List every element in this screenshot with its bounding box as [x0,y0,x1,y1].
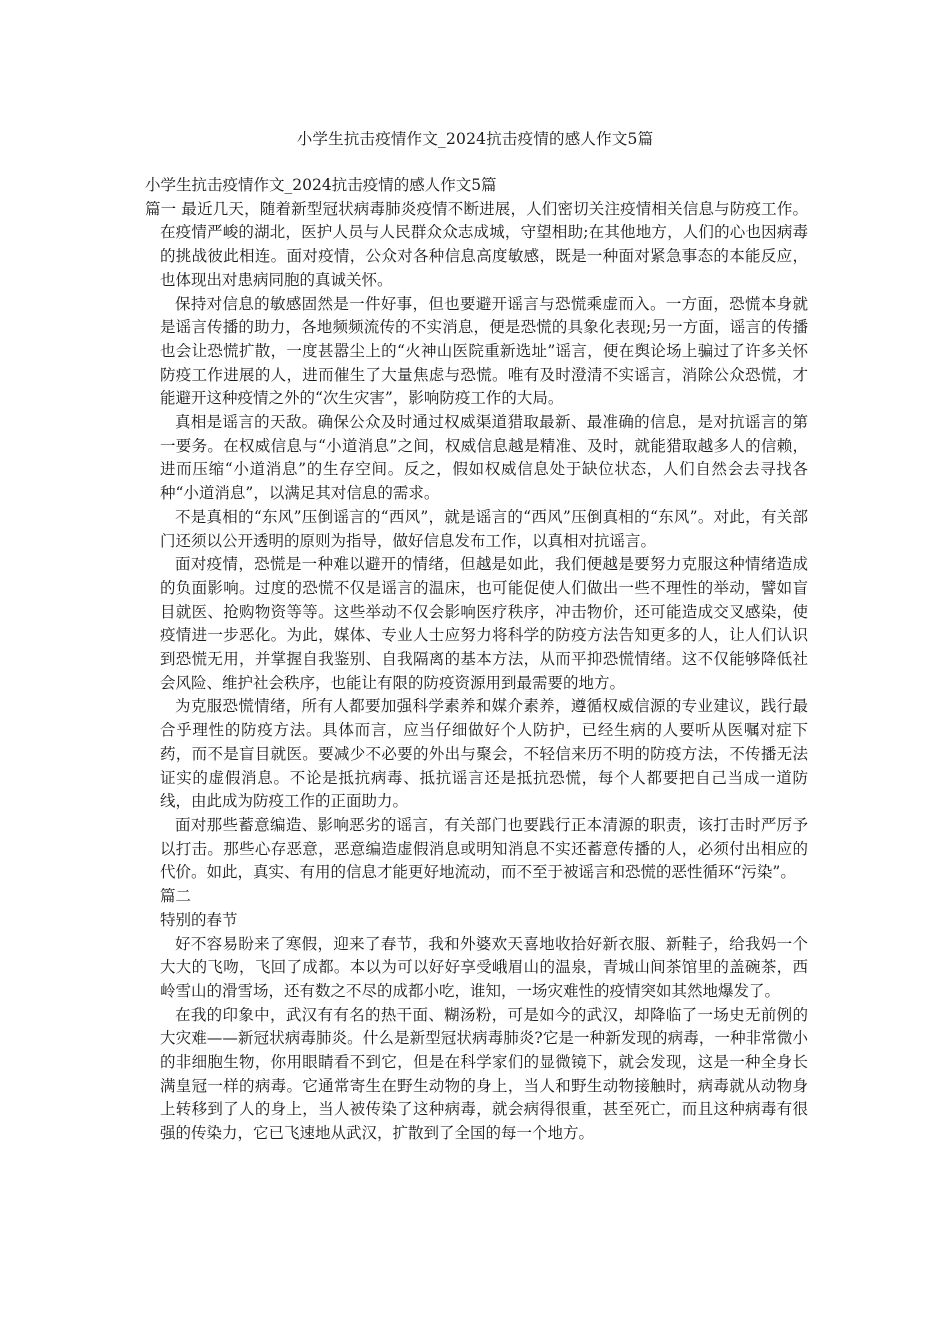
document-body [145,174,808,1146]
essay1-paragraph: 不是真相的“东风”压倒谣言的“西风”，就是谣言的“西风”压倒真相的“东风”。对此，有关部门还须以公开透明的原则为指导，做好信息发布工作，以真相对抗谣言。 [160,507,808,550]
essay1-lead-paragraph: 篇一 最近几天，随着新型冠状病毒肺炎疫情不断进展，人们密切关注疫情相关信息与防疫工作。在疫情严峻的湖北，医护人员与人民群众众志成城，守望相助;在其他地方，人们的心也因病毒的挑战彼此相连。面对疫情，公众对各种信息高度敏感，既是一种面对紧急事态的本能反应，也体现出对患病同胞的真诚关怀。 [145,199,808,289]
document-subtitle: 小学生抗击疫情作文_2024抗击疫情的感人作文5篇 [145,176,497,194]
essay1-paragraph: 面对那些蓄意编造、影响恶劣的谣言，有关部门也要践行正本清源的职责，该打击时严厉予以打击。那些心存恶意，恶意编造虚假消息或明知消息不实还蓄意传播的人，必须付出相应的代价。如此，真实、有用的信息才能更好地流动，而不至于被谣言和恐慌的恶性循环“污染”。 [160,815,808,882]
essay1-paragraph: 面对疫情，恐慌是一种难以避开的情绪，但越是如此，我们便越是要努力克服这种情绪造成的负面影响。过度的恐慌不仅是谣言的温床，也可能促使人们做出一些不理性的举动，譬如盲目就医、抢购物资等等。这些举动不仅会影响医疗秩序，冲击物价，还可能造成交叉感染，使疫情进一步恶化。为此，媒体、专业人士应努力将科学的防疫方法告知更多的人，让人们认识到恐慌无用，并掌握自我鉴别、自我隔离的基本方法，从而平抑恐慌情绪。这不仅能够降低社会风险、维护社会秩序，也能让有限的防疫资源用到最需要的地方。 [160,555,808,692]
essay2-body [145,885,808,1146]
essay1-body [145,293,808,886]
essay2-title: 特别的春节 [160,910,238,929]
essay1-paragraph: 真相是谣言的天敌。确保公众及时通过权威渠道猎取最新、最准确的信息，是对抗谣言的第一要务。在权威信息与“小道消息”之间，权威信息越是精准、及时，就能猎取越多人的信赖，进而压缩“小道消息”的生存空间。反之，假如权威信息处于缺位状态，人们自然会去寻找各种“小道消息”，以满足其对信息的需求。 [160,413,808,503]
page-title: 小学生抗击疫情作文_2024抗击疫情的感人作文5篇 [296,130,654,148]
essay2-paragraph: 好不容易盼来了寒假，迎来了春节，我和外婆欢天喜地收拾好新衣服、新鞋子，给我妈一个大大的飞吻，飞回了成都。本以为可以好好享受峨眉山的温泉，青城山间茶馆里的盖碗茶，西岭雪山的滑雪场，还有数之不尽的成都小吃，谁知，一场灾难性的疫情突如其然地爆发了。 [160,934,808,1000]
essay2-paragraph: 在我的印象中，武汉有有名的热干面、糊汤粉，可是如今的武汉，却降临了一场史无前例的大灾难——新冠状病毒肺炎。什么是新型冠状病毒肺炎?它是一种新发现的病毒，一种非常微小的非细胞生物，你用眼睛看不到它，但是在科学家们的显微镜下，就会发现，这是一种全身长满皇冠一样的病毒。它通常寄生在野生动物的身上，当人和野生动物接触时，病毒就从动物身上转移到了人的身上，当人被传染了这种病毒，就会病得很重，甚至死亡，而且这种病毒有很强的传染力，它已飞速地从武汉，扩散到了全国的每一个地方。 [160,1005,808,1143]
essay1-paragraph: 为克服恐慌情绪，所有人都要加强科学素养和媒介素养，遵循权威信源的专业建议，践行最合乎理性的防疫方法。具体而言，应当仔细做好个人防护，已经生病的人要听从医嘱对症下药，而不是盲目就医。要减少不必要的外出与聚会，不轻信来历不明的防疫方法，不传播无法证实的虚假消息。不论是抵抗病毒、抵抗谣言还是抵抗恐慌，每个人都要把自己当成一道防线，由此成为防疫工作的正面助力。 [160,697,808,811]
essay1-paragraph: 保持对信息的敏感固然是一件好事，但也要避开谣言与恐慌乘虚而入。一方面，恐慌本身就是谣言传播的助力，各地频频流传的不实消息，便是恐慌的具象化表现;另一方面，谣言的传播也会让恐慌扩散，一度甚嚣尘上的“火神山医院重新选址”谣言，便在舆论场上骗过了许多关怀防疫工作进展的人，进而催生了大量焦虑与恐慌。唯有及时澄清不实谣言，消除公众恐慌，才能避开这种疫情之外的“次生灾害”，影响防疫工作的大局。 [160,294,808,408]
essay2-heading: 篇二 [160,887,192,906]
